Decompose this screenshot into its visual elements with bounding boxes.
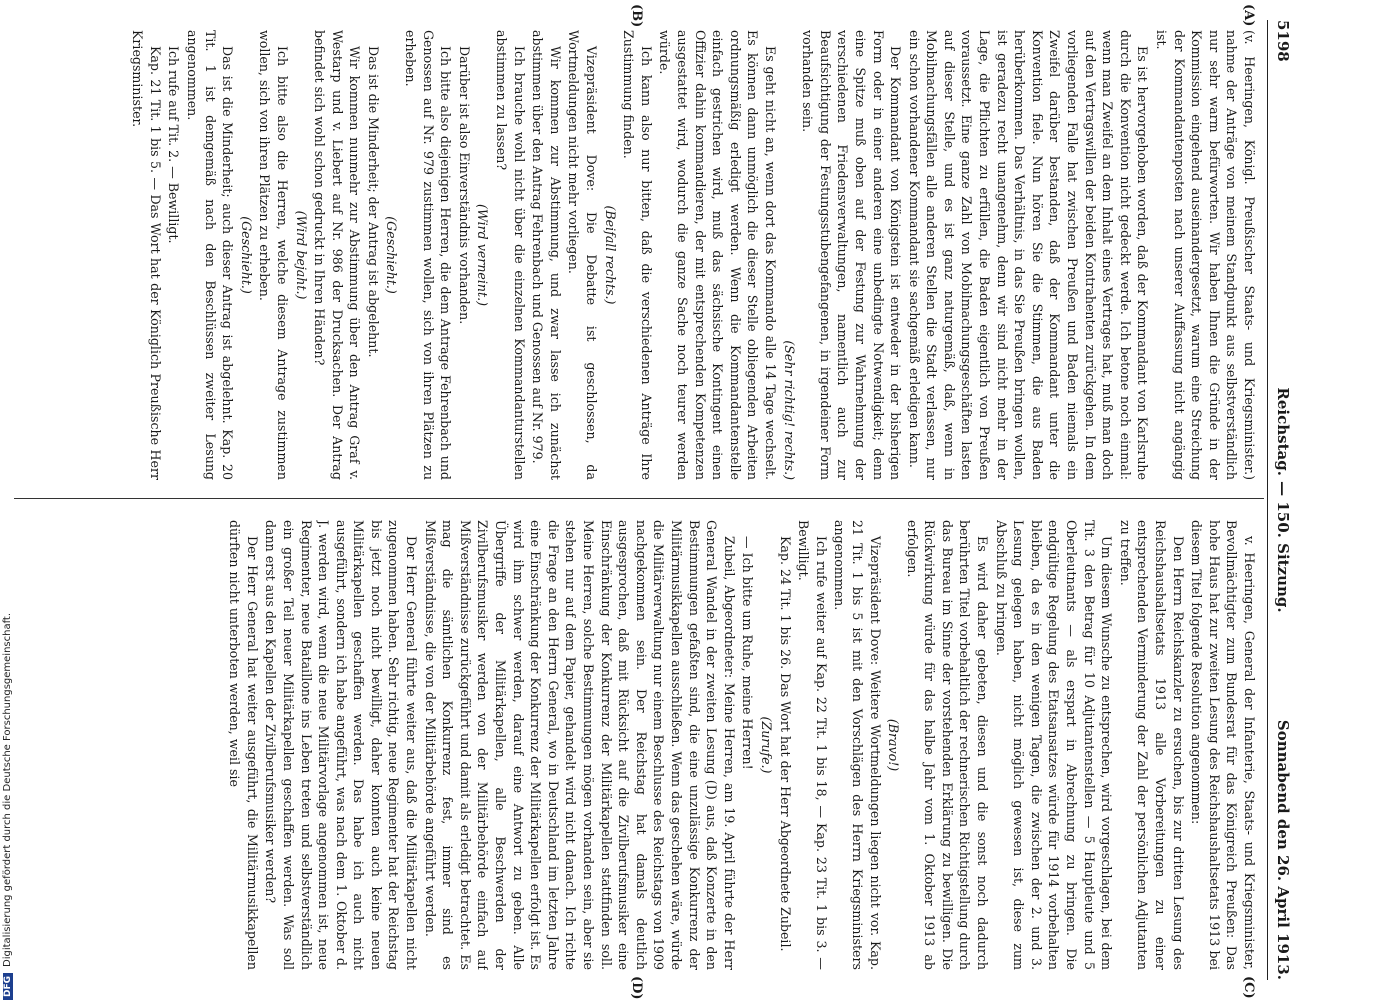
paragraph: (Beifall rechts.) bbox=[602, 205, 618, 305]
paragraph: (Sehr richtig! rechts.) bbox=[781, 340, 797, 480]
paragraph: Ich bitte also diejenigen Herren, die dem Antrage Fehrenbach und Genossen auf Nr. 979 zustimmen wollen, sich von ihren Plätzen zu erheben. bbox=[403, 30, 454, 480]
margin-marker-c: (C) bbox=[1241, 976, 1256, 999]
paragraph: Kap. 21 Tit. 1 bis 5. — Das Wort hat der Königlich Preußische Herr Kriegsminister. bbox=[130, 30, 163, 480]
paragraph: Ich kann also nur bitten, daß die verschiedenen Anträge Ihre Zustimmung finden. bbox=[621, 30, 654, 480]
paragraph: Der Herr General führte weiter aus, daß die Militärkapellen nicht zugenommen haben. Sehr richtig, neue Regimenter hat der Reichstag bis jetzt noch nicht bewilligt, daher konnten auch keine neuen Militärkapellen geschaffen werden. Das habe ich auch nicht ausgeführt, sondern ich habe angeführt, was nach dem 1. Oktober d. J. werden wird, wenn die neue Militärvorlage angenommen ist, neue Regimenter, neue Bataillone ins Leben treten und selbstverständlich ein großer Teil neuer Militärkapellen geschaffen werden. Was soll dann erst aus den Kapellen der Zivilberufsmusiker werden? bbox=[263, 520, 420, 970]
session-title: Reichstag. — 150. Sitzung. bbox=[1274, 387, 1292, 613]
paragraph: — Ich bitte um Ruhe, meine Herren! bbox=[740, 536, 756, 770]
paragraph: Das ist die Minderheit; der Antrag ist abgelehnt. bbox=[365, 46, 381, 358]
paragraph: Wir kommen zur Abstimmung, und zwar lasse ich zunächst abstimmen über den Antrag Fehrenbach und Genossen auf Nr. 979. bbox=[530, 30, 563, 480]
paragraph: Ich bitte also die Herren, welche diesem Antrage zustimmen wollen, sich von ihren Plätzen zu erheben. bbox=[257, 30, 290, 480]
paragraph: Vizepräsident Dove: Die Debatte ist geschlossen, da Wortmeldungen nicht mehr vorliegen. bbox=[566, 30, 600, 480]
paragraph: Ich brauche wohl nicht über die einzelnen Kommandanturstellen abstimmen zu lassen? bbox=[494, 30, 527, 480]
paragraph: Es geht nicht an, wenn dort das Kommando alle 14 Tage wechselt. Es können dann unmöglich die dieser Stelle obliegenden Arbeiten ordnungsmäßig erledigt werden. Wenn die Kommandantenstelle einfach gestrichen wird, muß das sächsische Kontingent einen Offizier dahin kommandieren, der mit entsprechenden Kompetenzen ausgestattet wird, wodurch die ganze Sache noch teurer werden würde. bbox=[657, 30, 778, 480]
paragraph: (Geschieht.) bbox=[238, 216, 254, 294]
dfg-logo: DFG bbox=[3, 973, 13, 1000]
paragraph: Das ist die Minderheit; auch dieser Antrag ist abgelehnt. Kap. 20 Tit. 1 ist demgemäß nach den Beschlüssen zweiter Lesung angenommen. bbox=[184, 30, 236, 480]
margin-marker-b: (B) bbox=[629, 4, 644, 28]
footer-text: Digitalisierung gefördert durch die Deutsche Forschungsgemeinschaft. bbox=[2, 612, 13, 967]
right-column bbox=[12, 520, 1258, 970]
paragraph: Wir kommen nunmehr zur Abstimmung über den Antrag Graf v. Westarp und v. Liebert auf Nr. 986 der Drucksachen. Der Antrag befindet sich wohl schon gedruckt in Ihren Händen? bbox=[312, 30, 363, 480]
paragraph: Den Herrn Reichskanzler zu ersuchen, bis zur dritten Lesung des Reichshaushaltsetats 1913 alle Vorbereitungen zu einer entsprechenden Verminderung der Zahl der persönlichen Adjutanten zu treffen. bbox=[1117, 520, 1186, 970]
paragraph: Darüber ist also Einverständnis vorhanden. bbox=[456, 46, 472, 325]
paragraph: Ich rufe auf Tit. 2. — Bewilligt. bbox=[166, 46, 182, 244]
paragraph: v. Heeringen, General der Infanterie, Staats- und Kriegsminister, Bevollmächtigter zum Bundesrat für das Königreich Preußen: Das hohe Haus hat zur zweiten Lesung des Reichshaushaltsetats 1913 bei diesem Titel folgende Resolution angenommen: bbox=[1189, 520, 1257, 970]
paragraph: (Wird verneint.) bbox=[475, 203, 491, 307]
column-divider bbox=[14, 498, 1264, 499]
paragraph: Um diesem Wunsche zu entsprechen, wird vorgeschlagen, bei dem Tit. 3 den Betrag für 10 Adjutantenstellen — 5 Hauptleute und 5 Oberleutnants — als erspart in Abrechnung zu bringen. Die endgültige Regelung des Etatsansatzes würde für 1914 vorbehalten bleiben, da es in den wenigen Tagen, die zwischen der 2. und 3. Lesung gelegen haben, nicht möglich gewesen ist, diese zum Abschluß zu bringen. bbox=[993, 520, 1115, 970]
paragraph: Ich rufe weiter auf Kap. 22 Tit. 1 bis 18, — Kap. 23 Tit. 1 bis 3. — Bewilligt. bbox=[796, 520, 829, 970]
session-date: Sonnabend den 26. April 1913. bbox=[1274, 719, 1292, 980]
paragraph: Der Kommandant von Königstein ist entweder in der bisherigen Form oder in einer anderen eine unbedingte Notwendigkeit; denn eine Spitze muß oben auf der Festung zur Wahrnehmung der verschiedenen Friedensverwaltungen, namentlich auch zur Beaufsichtigung der Festungsstubengefangenen, in irgendeiner Form vorhanden sein. bbox=[800, 30, 904, 480]
paragraph: (Bravo!) bbox=[886, 718, 902, 772]
paragraph: Kap. 24 Tit. 1 bis 26. Das Wort hat der Herr Abgeordnete Zubeil. bbox=[777, 536, 793, 952]
margin-marker-d: (D) bbox=[629, 976, 644, 1000]
page-header bbox=[1267, 20, 1296, 980]
paragraph: (Zurufe.) bbox=[758, 716, 774, 774]
page-number: 5198 bbox=[1274, 20, 1292, 62]
footer bbox=[2, 0, 16, 1000]
paragraph: Vizepräsident Dove: Weitere Wortmeldungen liegen nicht vor. Kap. 21 Tit. 1 bis 5 ist mit den Vorschlägen des Herrn Kriegsministers angenommen. bbox=[832, 520, 883, 970]
paragraph: (Geschieht.) bbox=[384, 216, 400, 294]
paragraph: Zubeil, Abgeordneter: Meine Herren, am 19. April führte der Herr General Wandel in der zweiten Lesung (D) aus, daß Konzerte in den Bestimmungen gefaßten sind, die eine unzulässige Konkurrenz der Militärmusikkapellen ausschließen. Wenn das geschehen wäre, würde die Militärverwaltung nur einem Beschlusse des Reichstags von 1909 nachgekommen sein. Der Reichstag hat damals deutlich ausgesprochen, daß mit Rücksicht auf die Zivilberufsmusiker eine Einschränkung der Konkurrenz der Militärkapellen stattfinden soll. Meine Herren, solche Bestimmungen mögen vorhanden sein, aber sie stehen nur auf dem Papier, gehandelt wird nicht danach. Ich richte die Frage an den Herrn General, wo in Deutschland im letzten Jahre eine Einschränkung der Konkurrenz der Militärkapellen erfolgt ist. Es wird ihm schwer werden, darauf eine Antwort zu geben. Alle Übergriffe der Militärkapellen, alle Beschwerden der Zivilberufsmusiker werden von der Militärbehörde einfach auf Mißverständnisse zurückgeführt und damit als erledigt betrachtet. Es mag die sämtlichen Konkurrenz fest, immer sind es Mißverständnisse, die von der Militärbehörde angeführt werden. bbox=[422, 520, 737, 970]
left-column bbox=[12, 30, 1258, 480]
paragraph: Es wird daher gebeten, diesen und die sonst noch dadurch berührten Titel vorbehaltlich der rechnerischen Richtigstellung durch das Bureau im Sinne der vorstehenden Erklärung zu bewilligen. Die Rückwirkung würde für das halbe Jahr vom 1. Oktober 1913 ab erfolgen. bbox=[904, 520, 991, 970]
margin-marker-a: (A) bbox=[1241, 4, 1256, 27]
paragraph: (Wird bejaht.) bbox=[293, 210, 309, 300]
paragraph: Der Herr General hat weiter ausgeführt, die Militärmusikkapellen dürften nicht unterboten werden, weil sie bbox=[227, 520, 260, 970]
paragraph: Es ist hervorgehoben worden, daß der Kommandant von Karlsruhe durch die Konvention nicht gedeckt werde. Ich betone noch einmal: wenn man Zweifel an dem Inhalt eines Vertrages hat, muß man doch auf den Vertragswillen der beiden Kontrahenten zurückgehen. In dem vorliegenden Falle hat zwischen Preußen und Baden niemals ein Zweifel darüber bestanden, daß der Kommandant unter die Konvention fiele. Nun hören Sie die Stimmen, die aus Baden herüberkommen. Das Verhältnis, in das Sie Preußen bringen wollen, ist geradezu recht unangenehm, denn wir sind nicht mehr in der Lage, die Pflichten zu erfüllen, die Baden eigentlich von Preußen voraussetzt. Eine ganze Zahl von Mobilmachungsgeschäften lasten auf dieser Stelle, und es ist ganz naturgemäß, daß, wenn in Mobilmachungsfällen alle anderen Stellen die Stadt verlassen, nur ein schon vorhandener Kommandant sie sachgemäß erledigen kann. bbox=[906, 30, 1151, 480]
paragraph: (v. Heeringen, Königl. Preußischer Staats- und Kriegsminister.) nahme der Anträge von meinem Standpunkt aus selbstverständlich nur sehr warm befürworten. Wir haben Ihnen die Gründe in der Kommission eingehend auseinandergesetzt, warum eine Streichung der Kommandantenposten nach unserer Auffassung nicht angängig ist. bbox=[1154, 30, 1257, 480]
